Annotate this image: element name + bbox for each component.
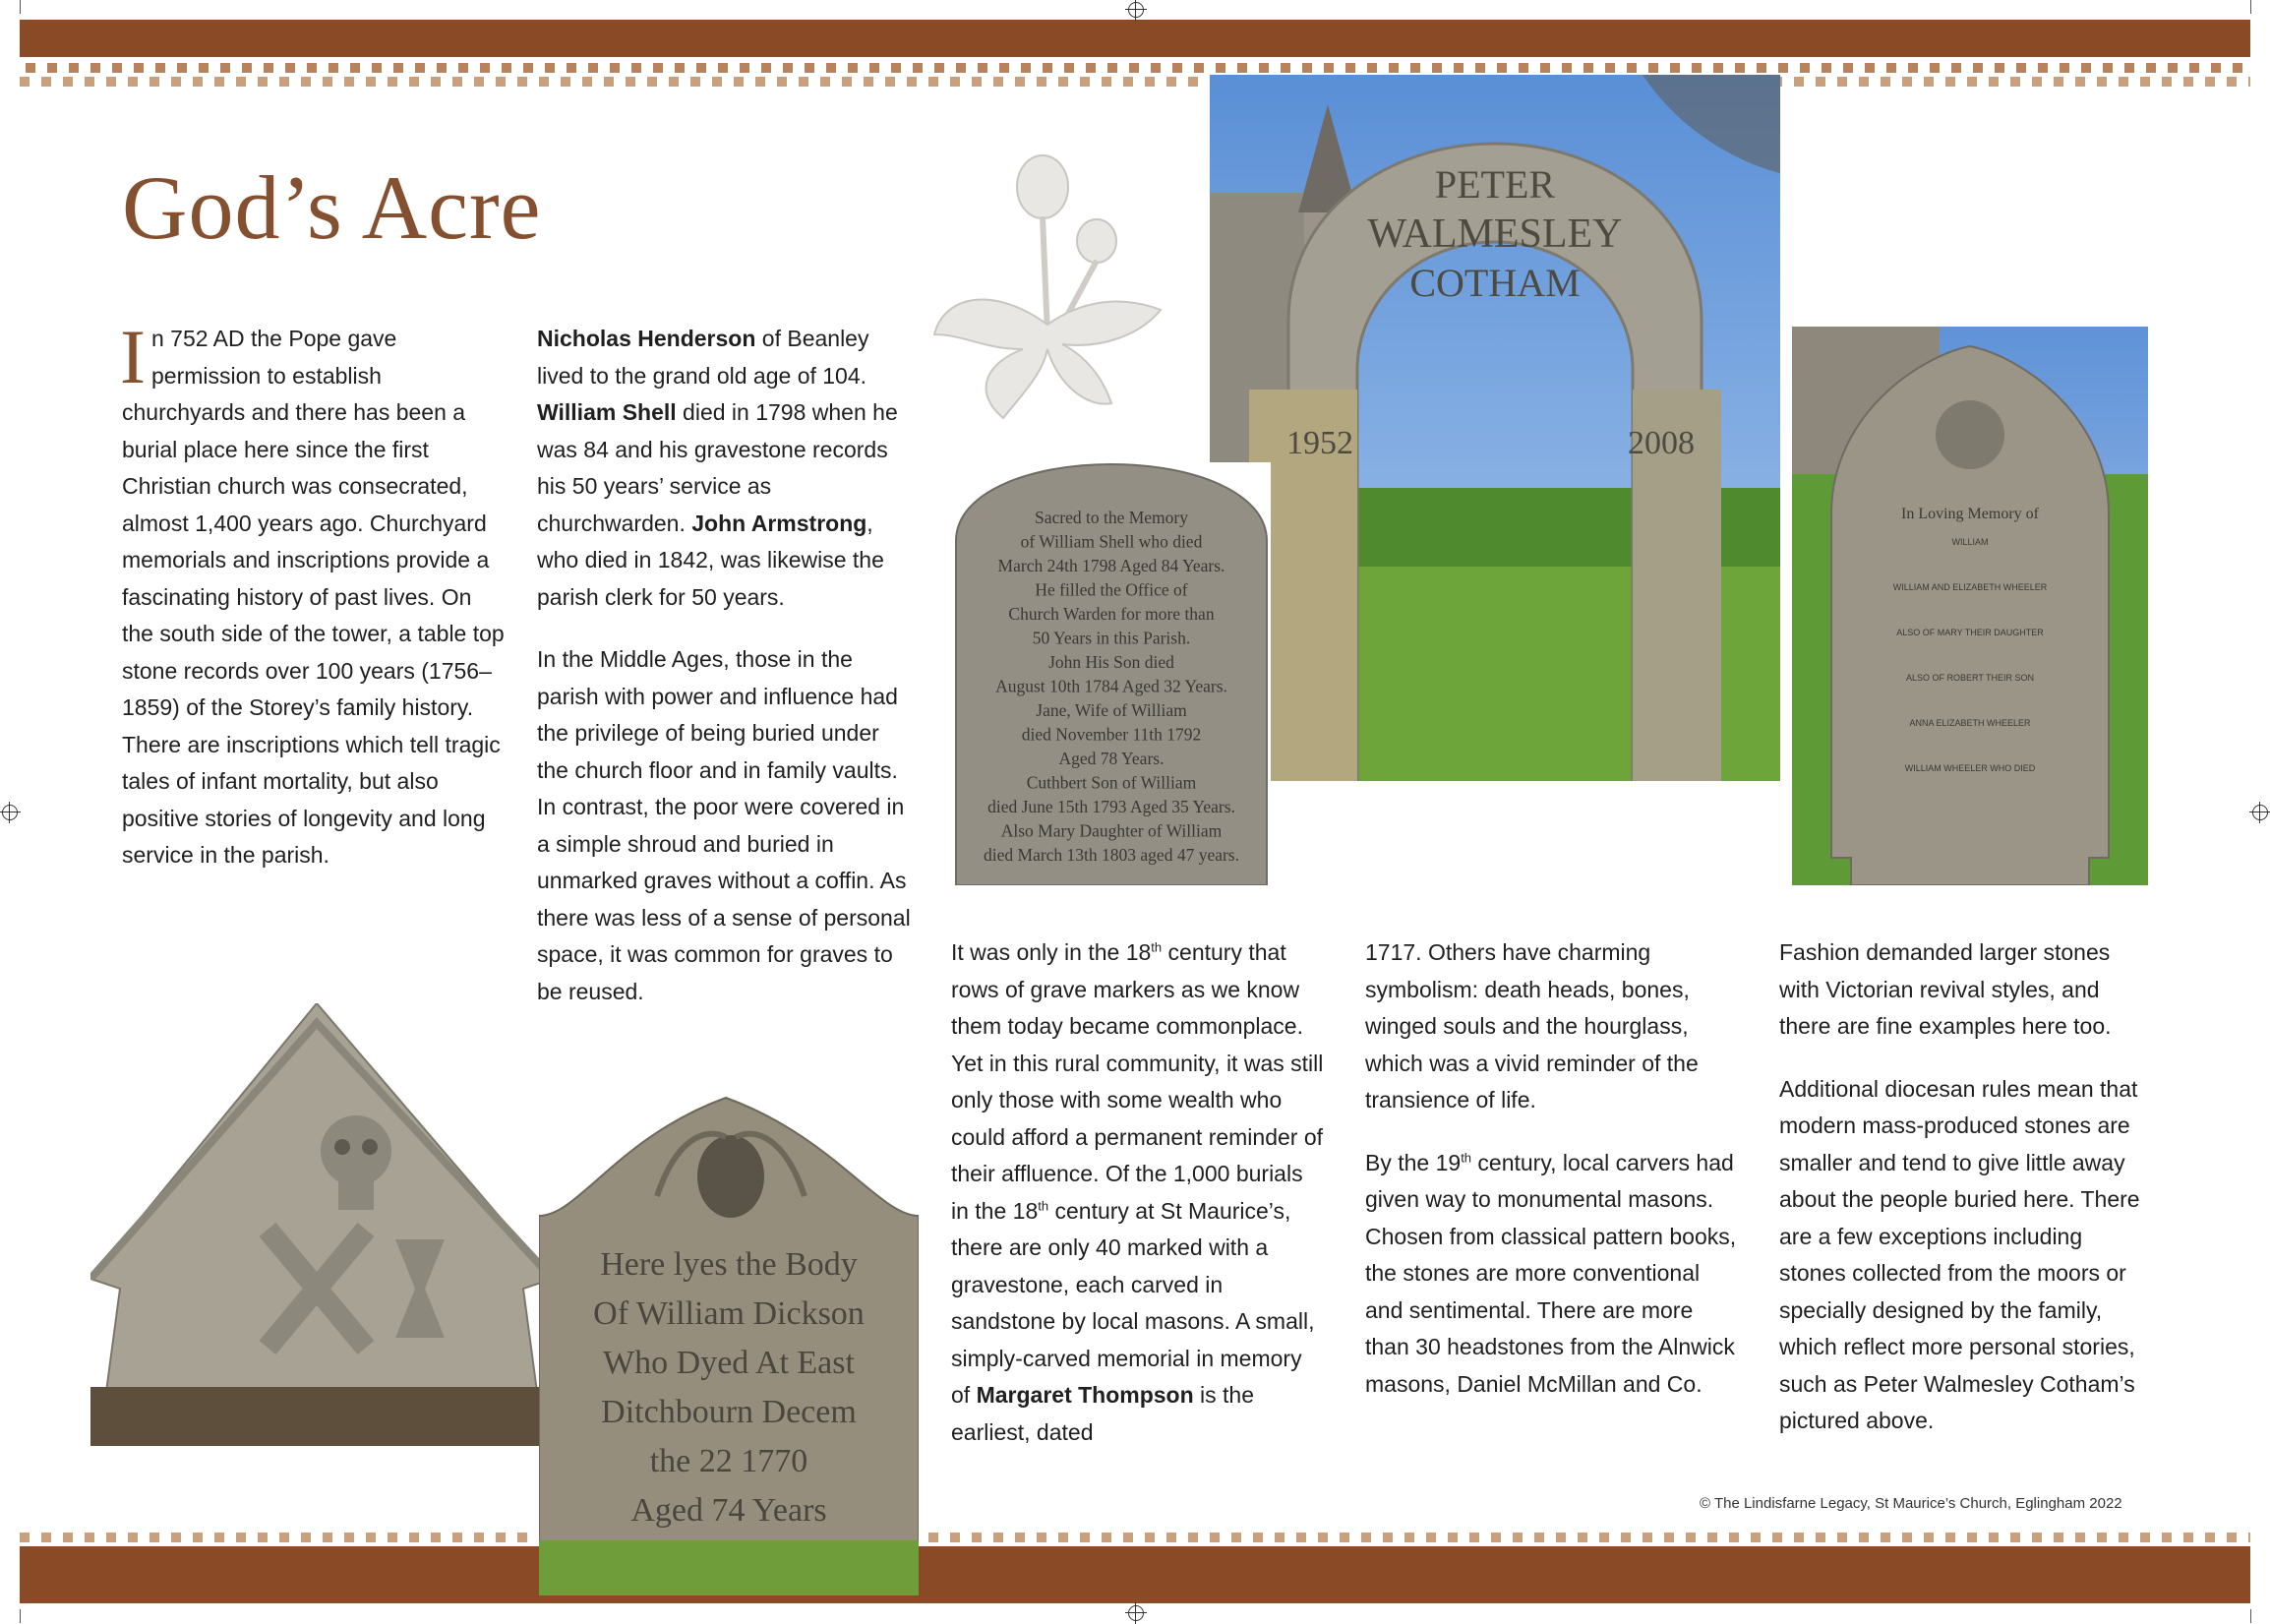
modern-paragraph: Additional diocesan rules mean that modern mass-produced stones are smaller and tend to give little away about the people buried here. There are a few exceptions including stones collected from the moors or specially designed by the family, which reflect more personal stories, such as Peter Walmesley Cotham’s pictured above. xyxy=(1779,1075,2140,1433)
superscript: th xyxy=(1461,1149,1472,1165)
dickson-inscription-line: the 22 1770 xyxy=(649,1443,808,1479)
victorian-inscription-line: WILLIAM AND ELIZABETH WHEELER xyxy=(1892,582,2048,592)
trim-mark xyxy=(2250,1609,2251,1623)
carved-flower-photo xyxy=(915,138,1180,423)
symbolism-paragraph: 1717. Others have charming symbolism: death heads, bones, winged souls and the hourglass, which was a vivid reminder of the transience of life. xyxy=(1365,939,1699,1113)
william-shell-gravestone-photo xyxy=(952,462,1271,885)
fourth-column xyxy=(1365,934,1739,1428)
shell-inscription-line: Sacred to the Memory xyxy=(1035,508,1188,527)
shell-inscription-line: He filled the Office of xyxy=(1035,579,1188,600)
superscript: th xyxy=(1038,1197,1049,1213)
shell-inscription-line: died March 13th 1803 aged 47 years. xyxy=(984,845,1239,865)
arch-line3: COTHAM xyxy=(1409,261,1581,305)
dickson-inscription-line: Of William Dickson xyxy=(593,1295,865,1332)
eighteenth-century-paragraph xyxy=(951,934,1325,1451)
arch-year-left: 1952 xyxy=(1286,425,1353,461)
copyright-notice: © The Lindisfarne Legacy, St Maurice’s Church, Eglingham 2022 xyxy=(1700,1495,2122,1512)
shell-inscription-line: March 24th 1798 Aged 84 Years. xyxy=(997,556,1225,575)
text-segment: , who died in 1842, was likewise the parish clerk for 50 years. xyxy=(537,510,884,610)
shell-inscription-line: Also Mary Daughter of William xyxy=(1000,820,1223,841)
nineteenth-century-paragraph xyxy=(1365,1145,1739,1404)
third-column xyxy=(951,934,1325,1476)
shell-inscription-line: August 10th 1784 Aged 32 Years. xyxy=(995,676,1227,696)
shell-inscription-line: Aged 78 Years. xyxy=(1058,749,1165,768)
dickson-inscription-line: Who Dyed At East xyxy=(603,1345,855,1381)
shell-inscription-line: died November 11th 1792 xyxy=(1021,724,1202,745)
bottom-checker-pattern xyxy=(20,1533,2250,1542)
text-segment: of Beanley lived to the grand old age of 104. xyxy=(537,326,869,389)
trim-mark xyxy=(20,0,21,14)
trim-mark xyxy=(20,1609,21,1623)
name-henderson: Nicholas Henderson xyxy=(537,326,756,351)
text-segment: It was only in the 18 xyxy=(951,939,1152,965)
victorian-inscription-line: ALSO OF MARY THEIR DAUGHTER xyxy=(1896,628,2044,637)
text-segment: died in 1798 when he was 84 and his gravestone records his 50 years’ service as churchwarden. xyxy=(537,399,898,536)
top-checker-row xyxy=(20,63,2250,73)
victorian-heading: In Loving Memory of xyxy=(1901,506,2039,522)
victorian-inscription-line: WILLIAM WHEELER WHO DIED xyxy=(1904,763,2036,773)
drop-cap: I xyxy=(120,314,146,399)
text-segment: By the 19 xyxy=(1365,1149,1462,1175)
longevity-paragraph xyxy=(537,321,911,616)
victorian-inscription-line: ANNA ELIZABETH WHEELER xyxy=(1909,718,2031,728)
registration-mark-right xyxy=(2252,805,2268,820)
registration-mark-top xyxy=(1128,2,1144,18)
second-column xyxy=(537,321,911,1036)
dickson-inscription-line: Ditchbourn Decem xyxy=(601,1394,857,1430)
top-border-band xyxy=(20,20,2250,57)
page-title: God’s Acre xyxy=(122,157,542,258)
shell-inscription-line: Cuthbert Son of William xyxy=(1026,772,1197,793)
shell-inscription-line: 50 Years in this Parish. xyxy=(1032,628,1191,648)
dickson-inscription-line: Here lyes the Body xyxy=(600,1246,858,1283)
arch-line2: WALMESLEY xyxy=(1367,211,1623,257)
fifth-column xyxy=(1779,934,2153,1466)
arch-line1: PETER xyxy=(1434,162,1556,207)
top-checker-pattern xyxy=(20,77,2250,87)
shell-inscription-line: of William Shell who died xyxy=(1020,531,1203,552)
william-dickson-gravestone-photo xyxy=(539,1078,919,1595)
trim-mark xyxy=(2250,0,2251,14)
victorian-inscription-line: WILLIAM xyxy=(1951,537,1989,547)
victorian-inscription-line: ALSO OF ROBERT THEIR SON xyxy=(1905,673,2035,683)
shell-inscription-line: Church Warden for more than xyxy=(1008,604,1215,624)
text-segment: is the earliest, dated xyxy=(951,1382,1255,1445)
text-segment: century, local carvers had given way to monumental masons. Chosen from classical pattern books, the stones are more conventional and sentimental. There are more than 30 headstones from the Alnwick masons, Daniel McMillan and Co. xyxy=(1365,1149,1737,1397)
bottom-border-band xyxy=(20,1546,2250,1603)
arch-year-right: 2008 xyxy=(1628,425,1695,461)
victorian-paragraph: Fashion demanded larger stones with Victorian revival styles, and there are fine examples here too. xyxy=(1779,939,2112,1039)
shell-inscription-line: Jane, Wife of William xyxy=(1036,700,1187,720)
name-armstrong: John Armstrong xyxy=(691,510,867,536)
victorian-gravestone-photo xyxy=(1792,327,2148,885)
intro-text: n 752 AD the Pope gave permission to establish churchyards and there has been a burial place here since the first Christian church was consecrated, almost 1,400 years ago. Churchyard memorials and inscriptions provide a fascinating history of past lives. On the south side of the tower, a table top stone records over 100 years (1756–1859) of the Storey’s family history. There are inscriptions which tell tragic tales of infant mortality, but also positive stories of longevity and long service in the parish. xyxy=(122,326,505,868)
shell-inscription-line: died June 15th 1793 Aged 35 Years. xyxy=(987,797,1235,816)
superscript: th xyxy=(1151,939,1163,955)
registration-mark-left xyxy=(2,805,18,820)
name-thompson: Margaret Thompson xyxy=(976,1382,1194,1408)
text-segment: century that rows of grave markers as we know them today became commonplace. Yet in this rural community, it was still only those with some wealth who could afford a permanent reminder of their affluence. Of the 1,000 burials in the 18 xyxy=(951,939,1324,1224)
registration-mark-bottom xyxy=(1128,1605,1144,1621)
shell-inscription-line: John His Son died xyxy=(1048,652,1174,672)
skull-crossbones-gravestone-photo xyxy=(90,1003,553,1446)
name-shell: William Shell xyxy=(537,399,677,425)
middle-ages-paragraph: In the Middle Ages, those in the parish with power and influence had the privilege of being buried under the church floor and in family vaults. In contrast, the poor were covered in a simple shroud and buried in unmarked graves without a coffin. As there was less of a sense of personal space, it was common for graves to be reused. xyxy=(537,646,911,1004)
intro-column xyxy=(120,314,506,900)
arch-gravestone-photo xyxy=(1210,75,1780,781)
text-segment: century at St Maurice’s, there are only 40 marked with a gravestone, each carved in sandstone by local masons. A small, simply-carved memorial in memory of xyxy=(951,1197,1315,1408)
dickson-inscription-line: Aged 74 Years xyxy=(630,1492,827,1529)
